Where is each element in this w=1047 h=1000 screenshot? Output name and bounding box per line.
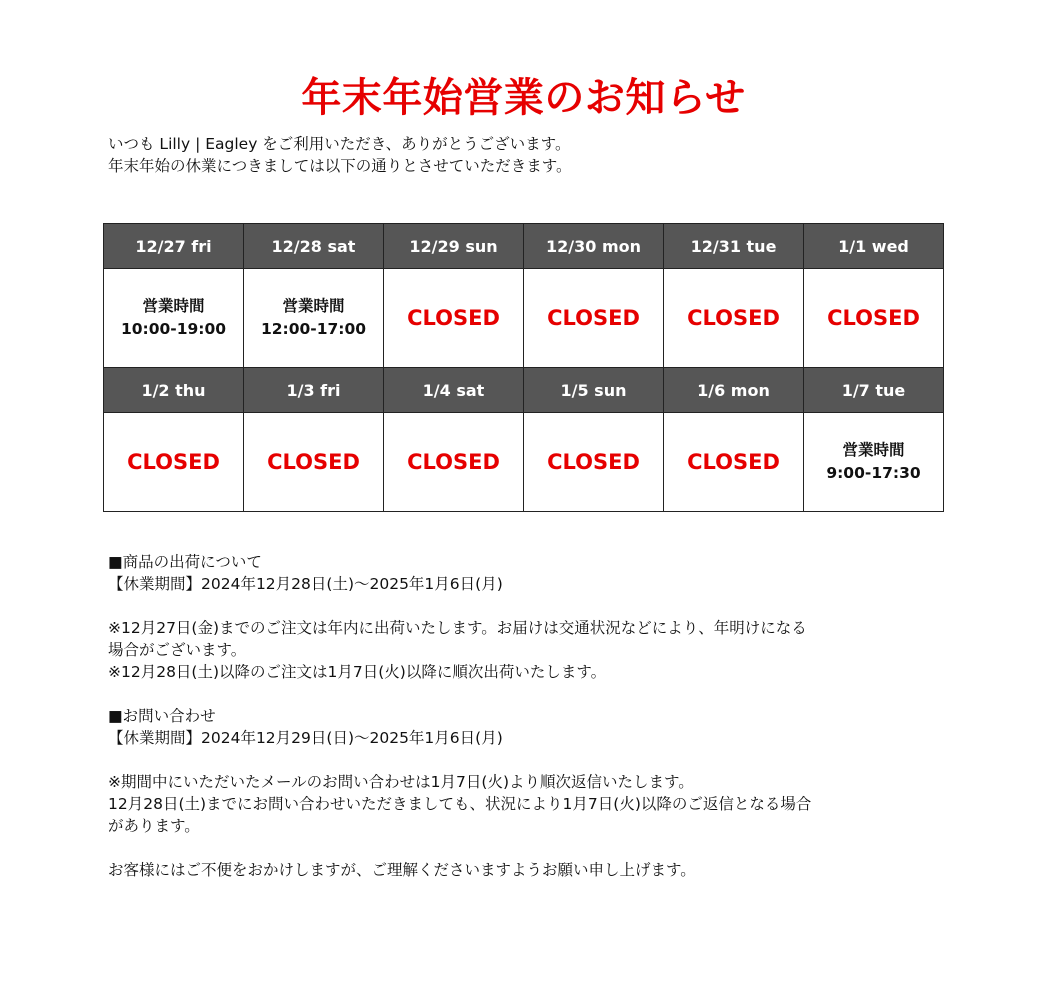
business-hours-time: 10:00-19:00 bbox=[120, 320, 227, 338]
status-cell bbox=[804, 269, 944, 368]
closed-label: CLOSED bbox=[127, 450, 220, 474]
closed-label: CLOSED bbox=[407, 306, 500, 330]
intro-line: いつも Lilly | Eagley をご利用いただき、ありがとうございます。 bbox=[108, 135, 571, 153]
date-header: 1/2 thu bbox=[104, 368, 244, 413]
shipping-period: 【休業期間】2024年12月28日(土)〜2025年1月6日(月) bbox=[108, 575, 503, 593]
schedule-header-row bbox=[104, 368, 944, 413]
closed-label: CLOSED bbox=[547, 450, 640, 474]
intro-line: 年末年始の休業につきましては以下の通りとさせていただきます。 bbox=[108, 157, 572, 175]
status-cell bbox=[524, 269, 664, 368]
status-cell bbox=[104, 413, 244, 512]
status-cell bbox=[104, 269, 244, 368]
shipping-note: 場合がございます。 bbox=[108, 641, 247, 659]
date-header: 1/1 wed bbox=[804, 224, 944, 269]
page-title: 年末年始営業のお知らせ bbox=[301, 74, 746, 121]
inquiry-period: 【休業期間】2024年12月29日(日)〜2025年1月6日(月) bbox=[108, 729, 503, 747]
date-header: 12/31 tue bbox=[664, 224, 804, 269]
schedule-table bbox=[103, 223, 944, 512]
business-hours-label: 営業時間 bbox=[142, 297, 205, 315]
shipping-note: ※12月28日(土)以降のご注文は1月7日(火)以降に順次出荷いたします。 bbox=[108, 663, 607, 681]
status-cell bbox=[804, 413, 944, 512]
business-hours-label: 営業時間 bbox=[282, 297, 345, 315]
closed-label: CLOSED bbox=[687, 450, 780, 474]
inquiry-note: ※期間中にいただいたメールのお問い合わせは1月7日(火)より順次返信いたします。 bbox=[108, 773, 694, 791]
status-cell bbox=[244, 413, 384, 512]
schedule-status-row bbox=[104, 269, 944, 368]
schedule-status-row bbox=[104, 413, 944, 512]
business-hours-time: 9:00-17:30 bbox=[826, 464, 921, 482]
closing-message: お客様にはご不便をおかけしますが、ご理解くださいますようお願い申し上げます。 bbox=[108, 861, 696, 879]
business-hours-time: 12:00-17:00 bbox=[260, 320, 367, 338]
shipping-note: ※12月27日(金)までのご注文は年内に出荷いたします。お届けは交通状況などにより、年明けになる bbox=[108, 619, 807, 637]
status-cell bbox=[384, 413, 524, 512]
closed-label: CLOSED bbox=[407, 450, 500, 474]
closed-label: CLOSED bbox=[267, 450, 360, 474]
date-header: 1/5 sun bbox=[524, 368, 664, 413]
inquiry-note: があります。 bbox=[108, 817, 200, 835]
date-header: 12/29 sun bbox=[384, 224, 524, 269]
schedule-header-row bbox=[104, 224, 944, 269]
date-header: 1/7 tue bbox=[804, 368, 944, 413]
inquiry-note: 12月28日(土)までにお問い合わせいただきましても、状況により1月7日(火)以降のご返信となる場合 bbox=[108, 795, 812, 813]
date-header: 12/28 sat bbox=[244, 224, 384, 269]
date-header: 12/27 fri bbox=[104, 224, 244, 269]
status-cell bbox=[664, 413, 804, 512]
notes-section bbox=[108, 551, 968, 881]
status-cell bbox=[244, 269, 384, 368]
date-header: 1/4 sat bbox=[384, 368, 524, 413]
business-hours-label: 営業時間 bbox=[842, 441, 905, 459]
closed-label: CLOSED bbox=[547, 306, 640, 330]
date-header: 12/30 mon bbox=[524, 224, 664, 269]
closed-label: CLOSED bbox=[687, 306, 780, 330]
date-header: 1/6 mon bbox=[664, 368, 804, 413]
closed-label: CLOSED bbox=[827, 306, 920, 330]
intro-text bbox=[108, 133, 968, 177]
status-cell bbox=[524, 413, 664, 512]
shipping-heading: ■商品の出荷について bbox=[108, 553, 262, 571]
inquiry-heading: ■お問い合わせ bbox=[108, 707, 216, 725]
status-cell bbox=[664, 269, 804, 368]
date-header: 1/3 fri bbox=[244, 368, 384, 413]
status-cell bbox=[384, 269, 524, 368]
